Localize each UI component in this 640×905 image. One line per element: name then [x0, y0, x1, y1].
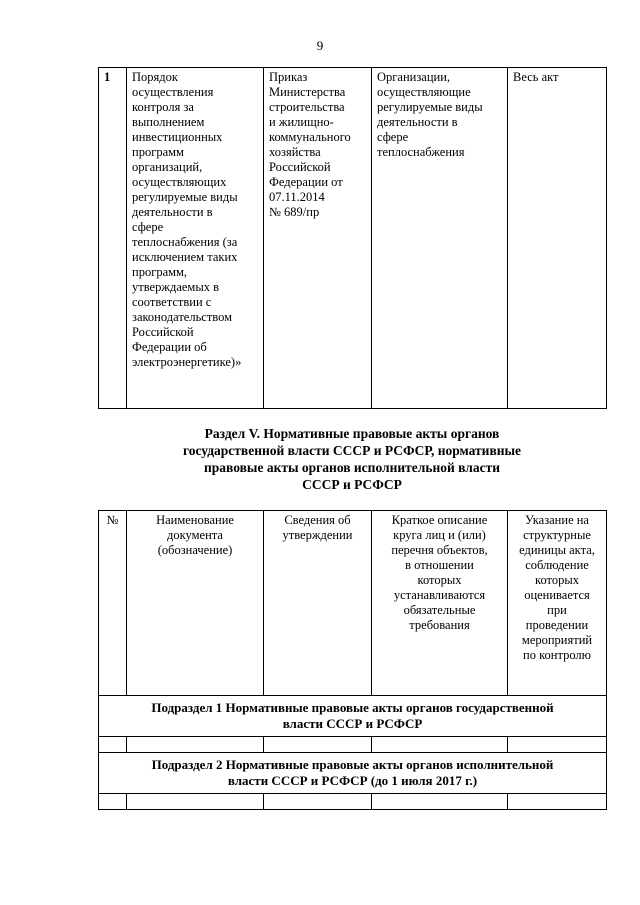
subsection-title: Подраздел 2 Нормативные правовые акты органов исполнительной власти СССР и РСФСР (до 1 июля 2017 г.) — [99, 753, 607, 794]
section-heading: Раздел V. Нормативные правовые акты органов государственной власти СССР и РСФСР, нормативные правовые акты органов исполнительной власти СССР и РСФСР — [182, 426, 522, 492]
subsection-title: Подраздел 1 Нормативные правовые акты органов государственной власти СССР и РСФСР — [99, 696, 607, 737]
empty-cell — [372, 737, 508, 753]
empty-cell — [99, 794, 127, 810]
empty-cell — [508, 794, 607, 810]
header-scope: Указание на структурные единицы акта, соблюдение которых оценивается при проведении мероприятий по контролю — [508, 511, 607, 696]
empty-cell — [99, 737, 127, 753]
empty-cell — [127, 737, 264, 753]
empty-cell — [264, 737, 372, 753]
header-number: № — [99, 511, 127, 696]
empty-cell — [264, 794, 372, 810]
header-approval: Сведения об утверждении — [264, 511, 372, 696]
document-name-cell: Порядок осуществления контроля за выполнением инвестиционных программ организаций, осуществляющих регулируемые виды деятельности в сфере теплоснабжения (за исключением таких программ, утверждаемых в соответствии с законодательством Российской Федерации об электроэнергетике)» — [127, 68, 264, 409]
empty-row — [99, 794, 607, 810]
empty-row — [99, 737, 607, 753]
page-number: 9 — [316, 38, 324, 53]
approval-info-cell: Приказ Министерства строительства и жилищно- коммунального хозяйства Российской Федерации от 07.11.2014 № 689/пр — [264, 68, 372, 409]
persons-cell: Организации, осуществляющие регулируемые виды деятельности в сфере теплоснабжения — [372, 68, 508, 409]
empty-cell — [127, 794, 264, 810]
empty-cell — [508, 737, 607, 753]
subsection-row — [99, 696, 607, 737]
empty-cell — [372, 794, 508, 810]
subsection-row — [99, 753, 607, 794]
header-description: Краткое описание круга лиц и (или) перечня объектов, в отношении которых устанавливаются обязательные требования — [372, 511, 508, 696]
table-header-row — [99, 511, 607, 696]
acts-table-continued — [98, 67, 607, 409]
section-v-table — [98, 510, 607, 810]
header-name: Наименование документа (обозначение) — [127, 511, 264, 696]
table-row — [99, 68, 607, 409]
scope-cell: Весь акт — [508, 68, 607, 409]
row-number: 1 — [99, 68, 127, 409]
